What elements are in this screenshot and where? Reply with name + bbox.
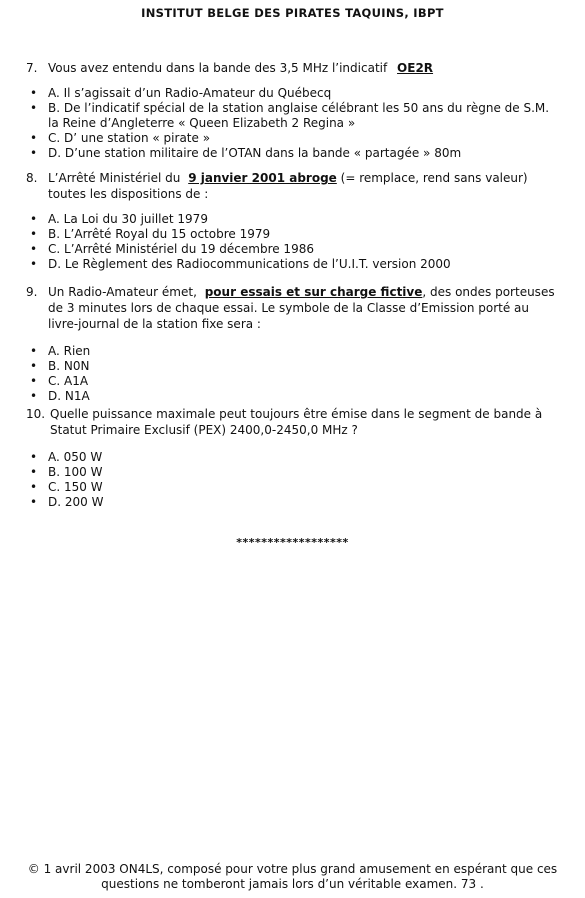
- question-number: 9.: [26, 285, 38, 299]
- option-list: [26, 86, 556, 161]
- question-text-cont: , des ondes porteuses de 3 minutes lors de chaque essai. Le symbole de la Classe d’Emission porté au livre-journal de la station fixe sera :: [48, 285, 555, 331]
- separator-stars: ******************: [236, 536, 349, 549]
- question-text: Quelle puissance maximale peut toujours être émise dans le segment de bande à Statut Primaire Exclusif (PEX) 2400,0-2450,0 MHz ?: [50, 407, 543, 437]
- question-8: [26, 170, 556, 272]
- option-list: [26, 212, 556, 272]
- bullet-icon: •: [30, 465, 38, 479]
- question-number: 7.: [26, 61, 38, 75]
- bullet-icon: •: [30, 86, 38, 100]
- question-text: L’Arrêté Ministériel du: [48, 171, 181, 185]
- bullet-icon: •: [30, 101, 38, 115]
- question-10: [26, 406, 556, 510]
- option-d: • D. D’une station militaire de l’OTAN dans la bande « partagée » 80m: [26, 146, 556, 161]
- option-c: • C. D’ une station « pirate »: [26, 131, 556, 146]
- bullet-icon: •: [30, 450, 38, 464]
- option-c: • C. 150 W: [26, 480, 556, 495]
- option-a: • A. Il s’agissait d’un Radio-Amateur du Québecq: [26, 86, 556, 101]
- question-text: Vous avez entendu dans la bande des 3,5 MHz l’indicatif: [48, 61, 388, 75]
- bullet-icon: •: [30, 257, 38, 271]
- bullet-icon: •: [30, 212, 38, 226]
- option-b: • B. 100 W: [26, 465, 556, 480]
- bullet-icon: •: [30, 227, 38, 241]
- bullet-icon: •: [30, 374, 38, 388]
- document-header: INSTITUT BELGE DES PIRATES TAQUINS, IBPT: [141, 6, 444, 20]
- footer-line-1: © 1 avril 2003 ON4LS, composé pour votre plus grand amusement en espérant que ces: [27, 862, 558, 876]
- bullet-icon: •: [30, 131, 38, 145]
- option-d: • D. 200 W: [26, 495, 556, 510]
- question-emphasis: 9 janvier 2001 abroge: [188, 171, 337, 185]
- footer-note: [0, 862, 585, 892]
- bullet-icon: •: [30, 242, 38, 256]
- option-b: • B. N0N: [26, 359, 556, 374]
- option-b: • B. L’Arrêté Royal du 15 octobre 1979: [26, 227, 556, 242]
- option-b: • B. De l’indicatif spécial de la station anglaise célébrant les 50 ans du règne de S.M. la Reine d’Angleterre « Queen Elizabeth 2 Regina »: [26, 101, 556, 131]
- bullet-icon: •: [30, 146, 38, 160]
- bullet-icon: •: [30, 359, 38, 373]
- question-text-cont: (= remplace, rend sans valeur) toutes les dispositions de :: [48, 171, 528, 201]
- bullet-icon: •: [30, 495, 38, 509]
- bullet-icon: •: [30, 344, 38, 358]
- option-c: • C. A1A: [26, 374, 556, 389]
- question-emphasis: OE2R: [397, 61, 434, 75]
- footer-line-2: questions ne tomberont jamais lors d’un véritable examen. 73 .: [101, 877, 484, 891]
- question-text: Un Radio-Amateur émet,: [48, 285, 197, 299]
- option-a: • A. La Loi du 30 juillet 1979: [26, 212, 556, 227]
- bullet-icon: •: [30, 389, 38, 403]
- bullet-icon: •: [30, 480, 38, 494]
- question-number: 10.: [26, 407, 46, 421]
- question-9: [26, 284, 556, 404]
- option-list: [26, 344, 556, 404]
- question-emphasis: pour essais et sur charge fictive: [204, 285, 423, 299]
- option-d: • D. Le Règlement des Radiocommunications de l’U.I.T. version 2000: [26, 257, 556, 272]
- question-number: 8.: [26, 171, 38, 185]
- option-c: • C. L’Arrêté Ministériel du 19 décembre 1986: [26, 242, 556, 257]
- option-d: • D. N1A: [26, 389, 556, 404]
- option-a: • A. 050 W: [26, 450, 556, 465]
- question-7: [26, 60, 556, 161]
- option-a: • A. Rien: [26, 344, 556, 359]
- option-list: [26, 450, 556, 510]
